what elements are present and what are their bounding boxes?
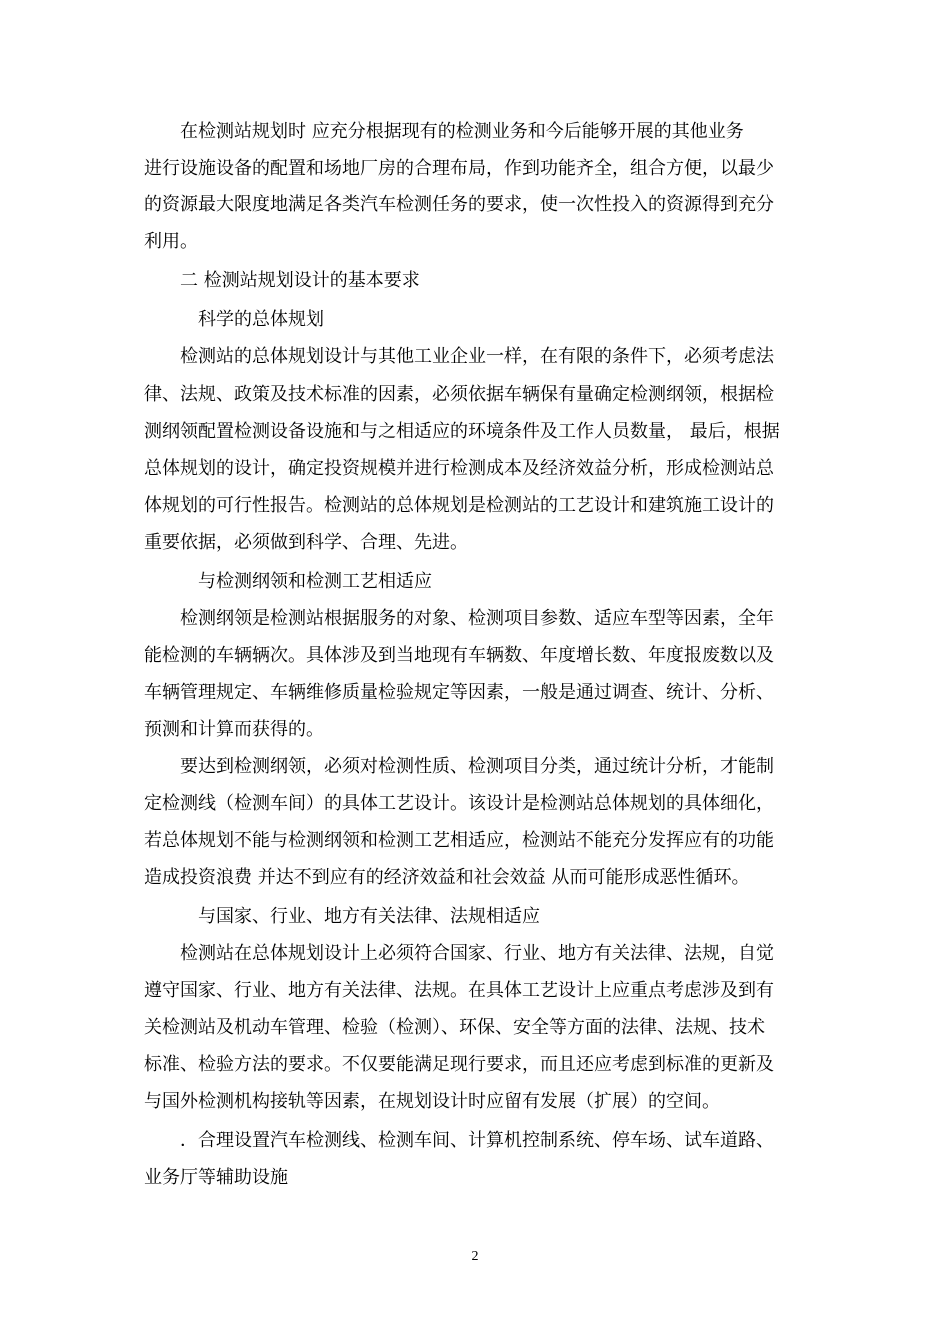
paragraph-line: 若总体规划不能与检测纲领和检测工艺相适应，检测站不能充分发挥应有的功能 — [144, 830, 774, 851]
paragraph-line: 检测站在总体规划设计上必须符合国家、行业、地方有关法律、法规，自觉 — [144, 943, 774, 964]
paragraph-line: 标准、检验方法的要求。不仅要能满足现行要求，而且还应考虑到标准的更新及 — [144, 1054, 774, 1075]
subsection-heading: 与检测纲领和检测工艺相适应 — [144, 571, 432, 592]
paragraph-line: 的资源最大限度地满足各类汽车检测任务的要求，使一次性投入的资源得到充分 — [144, 194, 774, 215]
paragraph-line: 造成投资浪费 并达不到应有的经济效益和社会效益 从而可能形成恶性循环。 — [144, 867, 750, 888]
paragraph-line: 要达到检测纲领，必须对检测性质、检测项目分类，通过统计分析，才能制 — [144, 756, 774, 777]
paragraph-line: 测纲领配置检测设备设施和与之相适应的环境条件及工作人员数量， 最后，根据 — [144, 421, 780, 442]
subsection-heading: 科学的总体规划 — [144, 309, 324, 330]
paragraph-line: 与国外检测机构接轨等因素，在规划设计时应留有发展（扩展）的空间。 — [144, 1091, 720, 1112]
section-heading: 二 检测站规划设计的基本要求 — [144, 270, 420, 291]
paragraph-line: ．合理设置汽车检测线、检测车间、计算机控制系统、停车场、试车道路、 — [144, 1130, 774, 1151]
paragraph-line: 能检测的车辆辆次。具体涉及到当地现有车辆数、年度增长数、年度报废数以及 — [144, 645, 774, 666]
paragraph-line: 重要依据，必须做到科学、合理、先进。 — [144, 532, 468, 553]
paragraph-line: 车辆管理规定、车辆维修质量检验规定等因素，一般是通过调查、统计、分析、 — [144, 682, 774, 703]
paragraph-line: 进行设施设备的配置和场地厂房的合理布局，作到功能齐全，组合方便，以最少 — [144, 158, 774, 179]
paragraph-line: 检测纲领是检测站根据服务的对象、检测项目参数、适应车型等因素，全年 — [144, 608, 774, 629]
page-number: 2 — [471, 1249, 479, 1264]
paragraph-line: 预测和计算而获得的。 — [144, 719, 324, 740]
paragraph-line: 利用。 — [144, 231, 198, 252]
paragraph-line: 定检测线（检测车间）的具体工艺设计。该设计是检测站总体规划的具体细化， — [144, 793, 774, 814]
paragraph-line: 总体规划的设计，确定投资规模并进行检测成本及经济效益分析，形成检测站总 — [144, 458, 774, 479]
paragraph-line: 体规划的可行性报告。检测站的总体规划是检测站的工艺设计和建筑施工设计的 — [144, 495, 774, 516]
subsection-heading: 与国家、行业、地方有关法律、法规相适应 — [144, 906, 540, 927]
paragraph-line: 检测站的总体规划设计与其他工业企业一样，在有限的条件下，必须考虑法 — [144, 346, 774, 367]
paragraph-line: 遵守国家、行业、地方有关法律、法规。在具体工艺设计上应重点考虑涉及到有 — [144, 980, 774, 1001]
paragraph-line: 律、法规、政策及技术标准的因素，必须依据车辆保有量确定检测纲领，根据检 — [144, 384, 774, 405]
paragraph-line: 在检测站规划时 应充分根据现有的检测业务和今后能够开展的其他业务 — [144, 121, 744, 142]
paragraph-line: 关检测站及机动车管理、检验（检测）、环保、安全等方面的法律、法规、技术 — [144, 1017, 765, 1038]
paragraph-line: 业务厅等辅助设施 — [144, 1167, 288, 1188]
